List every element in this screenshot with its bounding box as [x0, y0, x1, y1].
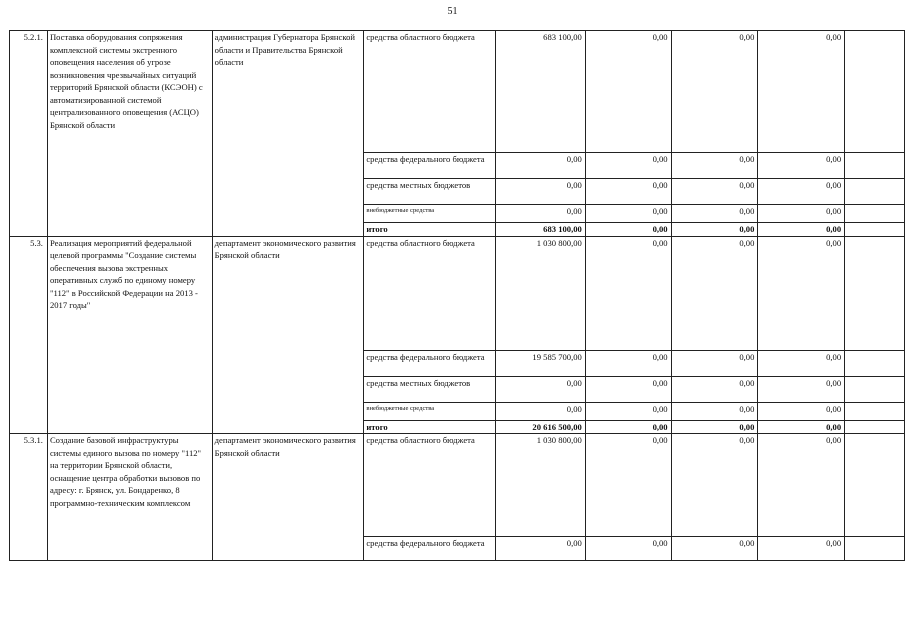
funding-source: средства областного бюджета [364, 31, 496, 153]
funding-amount: 0,00 [671, 223, 758, 237]
empty-cell [845, 236, 905, 350]
funding-amount: 0,00 [585, 236, 671, 350]
funding-amount: 0,00 [496, 179, 586, 205]
table-body [10, 31, 905, 561]
funding-amount: 0,00 [496, 402, 586, 420]
empty-cell [845, 537, 905, 561]
funding-amount: 0,00 [758, 153, 845, 179]
funding-amount: 0,00 [758, 236, 845, 350]
funding-amount: 0,00 [585, 223, 671, 237]
funding-amount: 1 030 800,00 [496, 236, 586, 350]
funding-amount: 0,00 [758, 205, 845, 223]
item-number: 5.3.1. [10, 434, 48, 561]
funding-amount: 0,00 [496, 537, 586, 561]
funding-amount: 0,00 [671, 236, 758, 350]
empty-cell [845, 402, 905, 420]
funding-source: итого [364, 420, 496, 434]
funding-amount: 0,00 [585, 537, 671, 561]
funding-source: внебюджетные средства [364, 402, 496, 420]
item-executor: департамент экономического развития Брянской области [212, 236, 364, 434]
funding-source: средства федерального бюджета [364, 350, 496, 376]
item-executor: администрация Губернатора Брянской области и Правительства Брянской области [212, 31, 364, 237]
budget-table [9, 30, 905, 561]
empty-cell [845, 31, 905, 153]
funding-amount: 0,00 [585, 350, 671, 376]
funding-amount: 0,00 [671, 420, 758, 434]
empty-cell [845, 376, 905, 402]
funding-source: внебюджетные средства [364, 205, 496, 223]
item-executor: департамент экономического развития Брянской области [212, 434, 364, 561]
funding-amount: 0,00 [671, 179, 758, 205]
empty-cell [845, 153, 905, 179]
empty-cell [845, 205, 905, 223]
funding-amount: 0,00 [585, 153, 671, 179]
funding-amount: 0,00 [758, 434, 845, 537]
item-number: 5.3. [10, 236, 48, 434]
funding-amount: 0,00 [585, 376, 671, 402]
funding-amount: 0,00 [758, 420, 845, 434]
funding-source: итого [364, 223, 496, 237]
table-row [10, 236, 905, 350]
funding-amount: 0,00 [758, 223, 845, 237]
funding-source: средства местных бюджетов [364, 179, 496, 205]
funding-amount: 0,00 [671, 537, 758, 561]
funding-amount: 0,00 [671, 350, 758, 376]
funding-source: средства областного бюджета [364, 434, 496, 537]
funding-amount: 0,00 [585, 434, 671, 537]
funding-amount: 0,00 [758, 350, 845, 376]
funding-amount: 0,00 [671, 153, 758, 179]
funding-amount: 0,00 [585, 420, 671, 434]
empty-cell [845, 420, 905, 434]
funding-amount: 19 585 700,00 [496, 350, 586, 376]
funding-amount: 0,00 [671, 205, 758, 223]
funding-amount: 0,00 [671, 402, 758, 420]
funding-source: средства местных бюджетов [364, 376, 496, 402]
funding-amount: 0,00 [585, 31, 671, 153]
funding-amount: 20 616 500,00 [496, 420, 586, 434]
funding-amount: 0,00 [758, 31, 845, 153]
table-row [10, 31, 905, 153]
item-name: Реализация мероприятий федеральной целевой программы "Создание системы обеспечения вызова экстренных оперативных служб по единому номеру "112" в Российской Федерации на 2013 - 2017 годы" [47, 236, 212, 434]
funding-source: средства областного бюджета [364, 236, 496, 350]
item-name: Поставка оборудования сопряжения комплексной системы экстренного оповещения населения об угрозе возникновения чрезвычайных ситуаций территорий Брянской области (КСЭОН) с автоматизированной системой централизованного оповещения (АСЦО) Брянской области [47, 31, 212, 237]
funding-amount: 0,00 [671, 434, 758, 537]
empty-cell [845, 350, 905, 376]
funding-amount: 0,00 [585, 179, 671, 205]
funding-amount: 0,00 [496, 153, 586, 179]
funding-amount: 0,00 [758, 179, 845, 205]
item-name: Создание базовой инфраструктуры системы единого вызова по номеру "112" на территории Брянской области, оснащение центра обработки вызовов по адресу: г. Брянск, ул. Бондаренко, 8 программно-техническим комплексом [47, 434, 212, 561]
funding-amount: 0,00 [585, 205, 671, 223]
funding-source: средства федерального бюджета [364, 537, 496, 561]
funding-amount: 0,00 [671, 31, 758, 153]
empty-cell [845, 434, 905, 537]
item-number: 5.2.1. [10, 31, 48, 237]
funding-amount: 0,00 [758, 402, 845, 420]
funding-amount: 0,00 [585, 402, 671, 420]
empty-cell [845, 223, 905, 237]
funding-source: средства федерального бюджета [364, 153, 496, 179]
funding-amount: 0,00 [496, 205, 586, 223]
funding-amount: 0,00 [758, 376, 845, 402]
page-number: 51 [447, 6, 458, 17]
empty-cell [845, 179, 905, 205]
funding-amount: 0,00 [758, 537, 845, 561]
table-row [10, 434, 905, 537]
funding-amount: 0,00 [671, 376, 758, 402]
funding-amount: 1 030 800,00 [496, 434, 586, 537]
funding-amount: 683 100,00 [496, 31, 586, 153]
funding-amount: 0,00 [496, 376, 586, 402]
funding-amount: 683 100,00 [496, 223, 586, 237]
